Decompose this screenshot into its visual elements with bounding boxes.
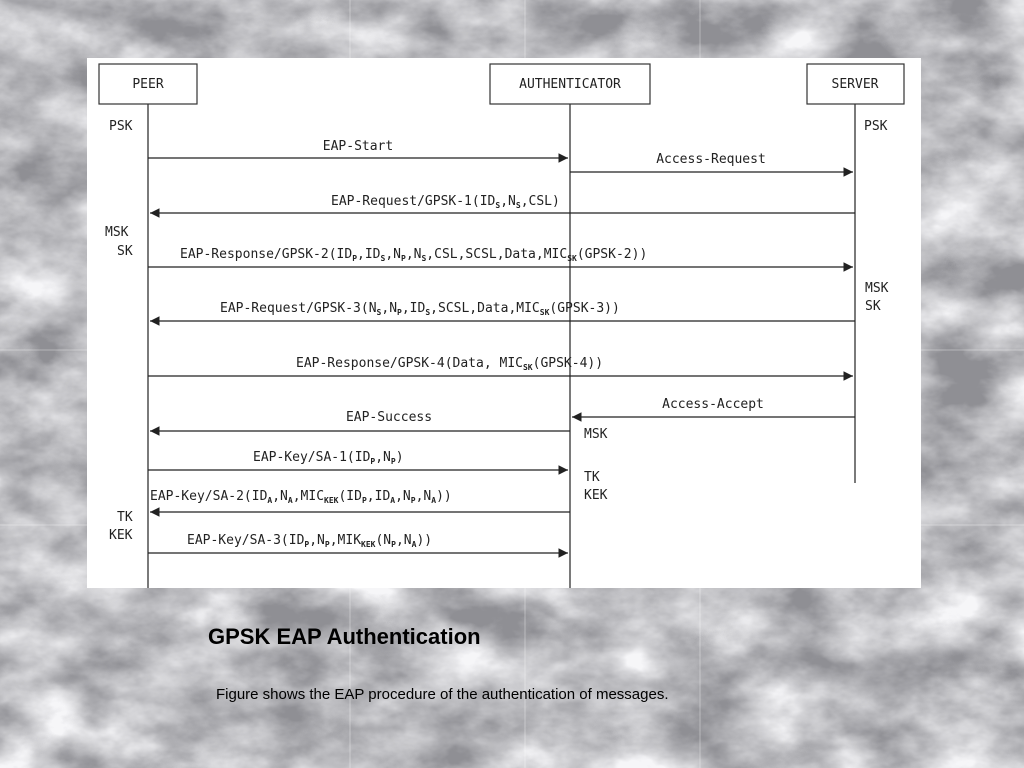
message-text: (N: [375, 533, 392, 548]
message-text: EAP-Key/SA-2(ID: [150, 489, 268, 504]
message-text: EAP-Response/GPSK-2(ID: [180, 247, 353, 262]
msg-sa-2: [150, 489, 452, 505]
message-text: ,N: [395, 489, 411, 504]
msg-gpsk-3: [220, 301, 620, 317]
message-text: EAP-Key/SA-3(ID: [187, 533, 305, 548]
auth-tk-label: TK: [584, 470, 600, 485]
message-text: ,N: [395, 533, 412, 548]
message-text: EAP-Key/SA-1(ID: [253, 450, 371, 465]
message-text: ,N: [385, 247, 401, 262]
msg-sa-1: [253, 450, 404, 466]
subscript: SK: [539, 308, 550, 317]
server-psk-label: PSK: [864, 119, 888, 134]
subscript: S: [495, 201, 501, 210]
peer-sk-label: SK: [117, 244, 133, 259]
server-sk-label: SK: [865, 299, 881, 314]
subscript: P: [352, 254, 358, 263]
msg-gpsk-2: [180, 247, 647, 263]
subscript: A: [390, 496, 396, 505]
auth-kek-label: KEK: [584, 488, 608, 503]
subscript: P: [324, 540, 330, 549]
message-text: (ID: [338, 489, 362, 504]
diagram-panel: [87, 58, 921, 588]
message-text: (GPSK-4)): [532, 356, 604, 371]
subscript: S: [421, 254, 427, 263]
subscript: A: [267, 496, 273, 505]
message-text: (GPSK-2)): [576, 247, 648, 262]
message-text: ,N: [309, 533, 325, 548]
message-text: ,N: [415, 489, 432, 504]
message-text: ,ID: [401, 301, 426, 316]
peer-kek-label: KEK: [109, 528, 133, 543]
subscript: S: [515, 201, 521, 210]
message-text: ,SCSL,Data,MIC: [430, 301, 540, 316]
subscript: P: [400, 254, 406, 263]
subscript: P: [410, 496, 416, 505]
subscript: P: [391, 540, 396, 549]
peer-label: PEER: [132, 77, 164, 92]
message-text: EAP-Request/GPSK-3(N: [220, 301, 377, 316]
msg-eap-start: EAP-Start: [322, 139, 394, 154]
message-text: )): [436, 489, 452, 504]
subscript: SK: [522, 363, 533, 372]
message-text: ,CSL): [520, 194, 560, 209]
message-text: ,ID: [357, 247, 381, 262]
message-text: ,MIK: [329, 533, 362, 548]
auth-msk-label: MSK: [584, 427, 608, 442]
msg-gpsk-1: [331, 194, 560, 210]
message-text: ,N: [375, 450, 391, 465]
subscript: A: [287, 496, 293, 505]
subscript: KEK: [361, 540, 376, 549]
subscript: P: [304, 540, 310, 549]
message-text: (GPSK-3)): [549, 301, 620, 316]
subscript: S: [380, 254, 386, 263]
msg-access-accept: Access-Accept: [662, 397, 764, 412]
msg-access-request: Access-Request: [656, 152, 766, 167]
message-text: ,CSL,SCSL,Data,MIC: [426, 247, 568, 262]
peer-tk-label: TK: [117, 510, 133, 525]
subscript: SK: [567, 254, 577, 263]
peer-psk-label: PSK: [109, 119, 133, 134]
server-msk-label: MSK: [865, 281, 889, 296]
subscript: A: [411, 540, 417, 549]
message-text: )): [416, 533, 433, 548]
message-text: ,N: [381, 301, 398, 316]
message-text: ,N: [272, 489, 288, 504]
server-label: SERVER: [831, 77, 879, 92]
subscript: P: [361, 496, 367, 505]
msg-sa-3: [187, 533, 432, 549]
authenticator-label: AUTHENTICATOR: [519, 77, 621, 92]
sequence-diagram: [87, 58, 921, 588]
message-text: ): [395, 450, 404, 465]
msg-gpsk-4: [296, 356, 603, 372]
subscript: P: [370, 457, 376, 466]
message-text: ,N: [500, 194, 516, 209]
slide-title: GPSK EAP Authentication: [208, 624, 481, 649]
message-text: EAP-Response/GPSK-4(Data, MIC: [296, 356, 523, 371]
subscript: KEK: [324, 496, 339, 505]
message-text: EAP-Request/GPSK-1(ID: [331, 194, 496, 209]
msg-eap-success: EAP-Success: [345, 410, 433, 425]
message-text: ,N: [405, 247, 422, 262]
subscript: S: [376, 308, 382, 317]
subscript: P: [390, 457, 396, 466]
message-text: ,ID: [366, 489, 391, 504]
message-text: ,MIC: [292, 489, 325, 504]
peer-msk-label: MSK: [105, 225, 129, 240]
subscript: P: [397, 308, 402, 317]
slide-caption: Figure shows the EAP procedure of the authentication of messages.: [216, 686, 669, 703]
subscript: A: [431, 496, 437, 505]
subscript: S: [425, 308, 431, 317]
